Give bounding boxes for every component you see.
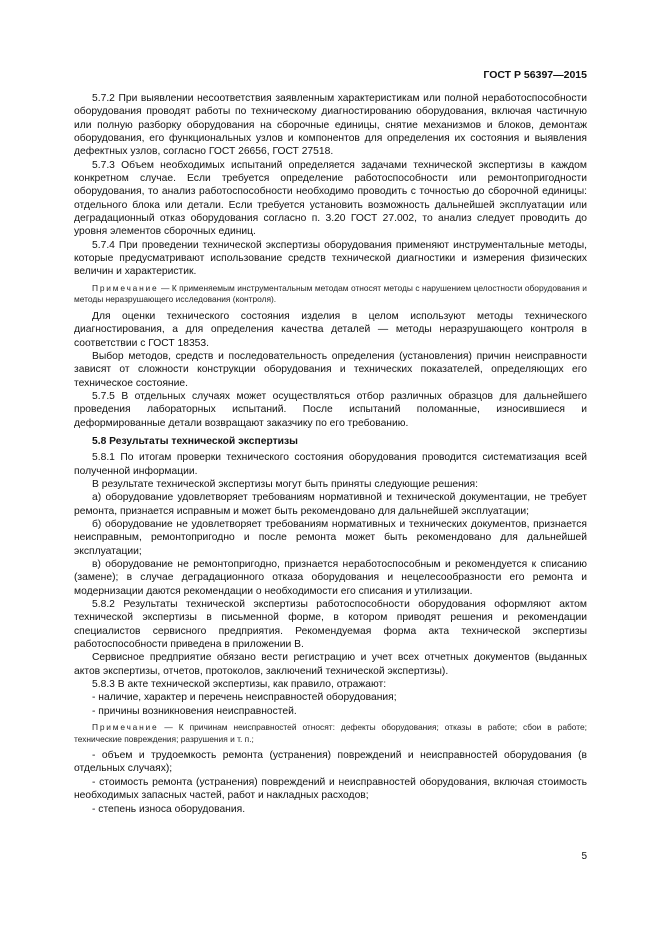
paragraph-5-7-5: 5.7.5 В отдельных случаях может осуществляться отбор различных образцов для дальнейшего проведения лабораторных испытаний. После испытаний поломанные, износившиеся и деформированные детали возвращают заказчику по его требованию. — [74, 390, 587, 429]
section-title-5-8: 5.8 Результаты технической экспертизы — [92, 435, 298, 447]
note-text: — К применяемым инструментальным методам относят методы с нарушением целостности оборудования и методы неразрушающего исследования (контроля). — [74, 282, 587, 305]
paragraph-5-8-3: 5.8.3 В акте технической экспертизы, как правило, отражают: — [92, 679, 387, 691]
paragraph-5-7-2: 5.7.2 При выявлении несоответствия заявленным характеристикам или полной неработоспособности оборудования проводят работы по техническому диагностированию оборудования, включая частичную или полную разборку оборудования на сборочные единицы, снятие механизмов и блоков, демонтаж оборудования, его функциональных узлов и компонентов для определения их состояния и выявления дефектных узлов, согласно ГОСТ 26656, ГОСТ 27518. — [74, 93, 587, 158]
list-item-causes: - причины возникновения неисправностей. — [92, 705, 297, 717]
list-item-faults: - наличие, характер и перечень неисправностей оборудования; — [92, 692, 397, 704]
paragraph-diagnostics: Для оценки технического состояния изделия в целом используют методы технического диагностирования, а для определения качества деталей — методы неразрушающего контроля в соответствии с ГОСТ 18353. — [74, 310, 587, 349]
list-item-b: б) оборудование не удовлетворяет требованиям нормативных и технических документов, признается неисправным, ремонтопригодно и после ремонта может быть рекомендовано для дальнейшей эксплуатации; — [74, 518, 587, 557]
paragraph-decisions-intro: В результате технической экспертизы могут быть приняты следующие решения: — [92, 478, 478, 490]
page-content — [74, 92, 587, 816]
note-fault-causes — [74, 722, 587, 745]
paragraph-5-8-1: 5.8.1 По итогам проверки технического состояния оборудования проводится систематизация всей полученной информации. — [74, 452, 587, 477]
document-header: ГОСТ Р 56397—2015 — [483, 69, 587, 81]
list-item-a: а) оборудование удовлетворяет требованиям нормативной и технической документации, не требует ремонта, признается исправным и может быть рекомендовано для дальнейшей эксплуатации; — [74, 492, 587, 517]
note-label: Примечание — [92, 722, 159, 733]
page-number: 5 — [581, 851, 587, 862]
list-item-wear-degree: - степень износа оборудования. — [92, 803, 246, 815]
note-instrumental-methods — [74, 283, 587, 306]
paragraph-method-selection: Выбор методов, средств и последовательность определения (установления) причин неисправности зависят от сложности конструкции оборудования и технических показателей, определяющих его техническое состояние. — [74, 350, 587, 389]
note-label: Примечание — [92, 282, 159, 293]
paragraph-5-8-2: 5.8.2 Результаты технической экспертизы работоспособности оборудования оформляют актом технической экспертизы в письменной форме, в котором приводят решения и рекомендации специалистов сервисного предприятия. Рекомендуемая форма акта технической экспертизы работоспособности приведена в приложении В. — [74, 599, 587, 651]
list-item-repair-volume: - объем и трудоемкость ремонта (устранения) повреждений и неисправностей оборудования (в отдельных случаях); — [74, 750, 587, 775]
list-item-v: в) оборудование не ремонтопригодно, признается неработоспособным и рекомендуется к списанию (замене); в случае деградационного отказа оборудования и нецелесообразности его ремонта и модернизации даются рекомендации о необходимости его списания и утилизации. — [74, 559, 587, 597]
paragraph-5-7-3: 5.7.3 Объем необходимых испытаний определяется задачами технической экспертизы в каждом конкретном случае. Если требуется определение работоспособности или ремонтопригодности оборудования, то анализ работоспособности необходимо проводить с точностью до сборочной единицы: отдельного блока или детали. Если требуется установить возможность дальнейшей эксплуатации или деградационный отказ оборудования согласно п. 3.20 ГОСТ 27.002, то анализ следует проводить до уровня элементов сборочных единиц. — [74, 159, 587, 238]
paragraph-registration: Сервисное предприятие обязано вести регистрацию и учет всех отчетных документов (выданных актов экспертизы, отчетов, протоколов, заключений технической экспертизы). — [74, 652, 587, 677]
list-item-repair-cost: - стоимость ремонта (устранения) повреждений и неисправностей оборудования, включая стоимость необходимых запасных частей, работ и накладных расходов; — [74, 776, 587, 802]
paragraph-5-7-4: 5.7.4 При проведении технической экспертизы оборудования применяют инструментальные методы, которые предусматривают использование средств технической диагностики и измерения физических величин и характеристик. — [74, 239, 587, 278]
note-text: — К причинам неисправностей относят: дефекты оборудования; отказы в работе; сбои в работе; технические повреждения; разрушения и т. п.; — [74, 722, 587, 744]
